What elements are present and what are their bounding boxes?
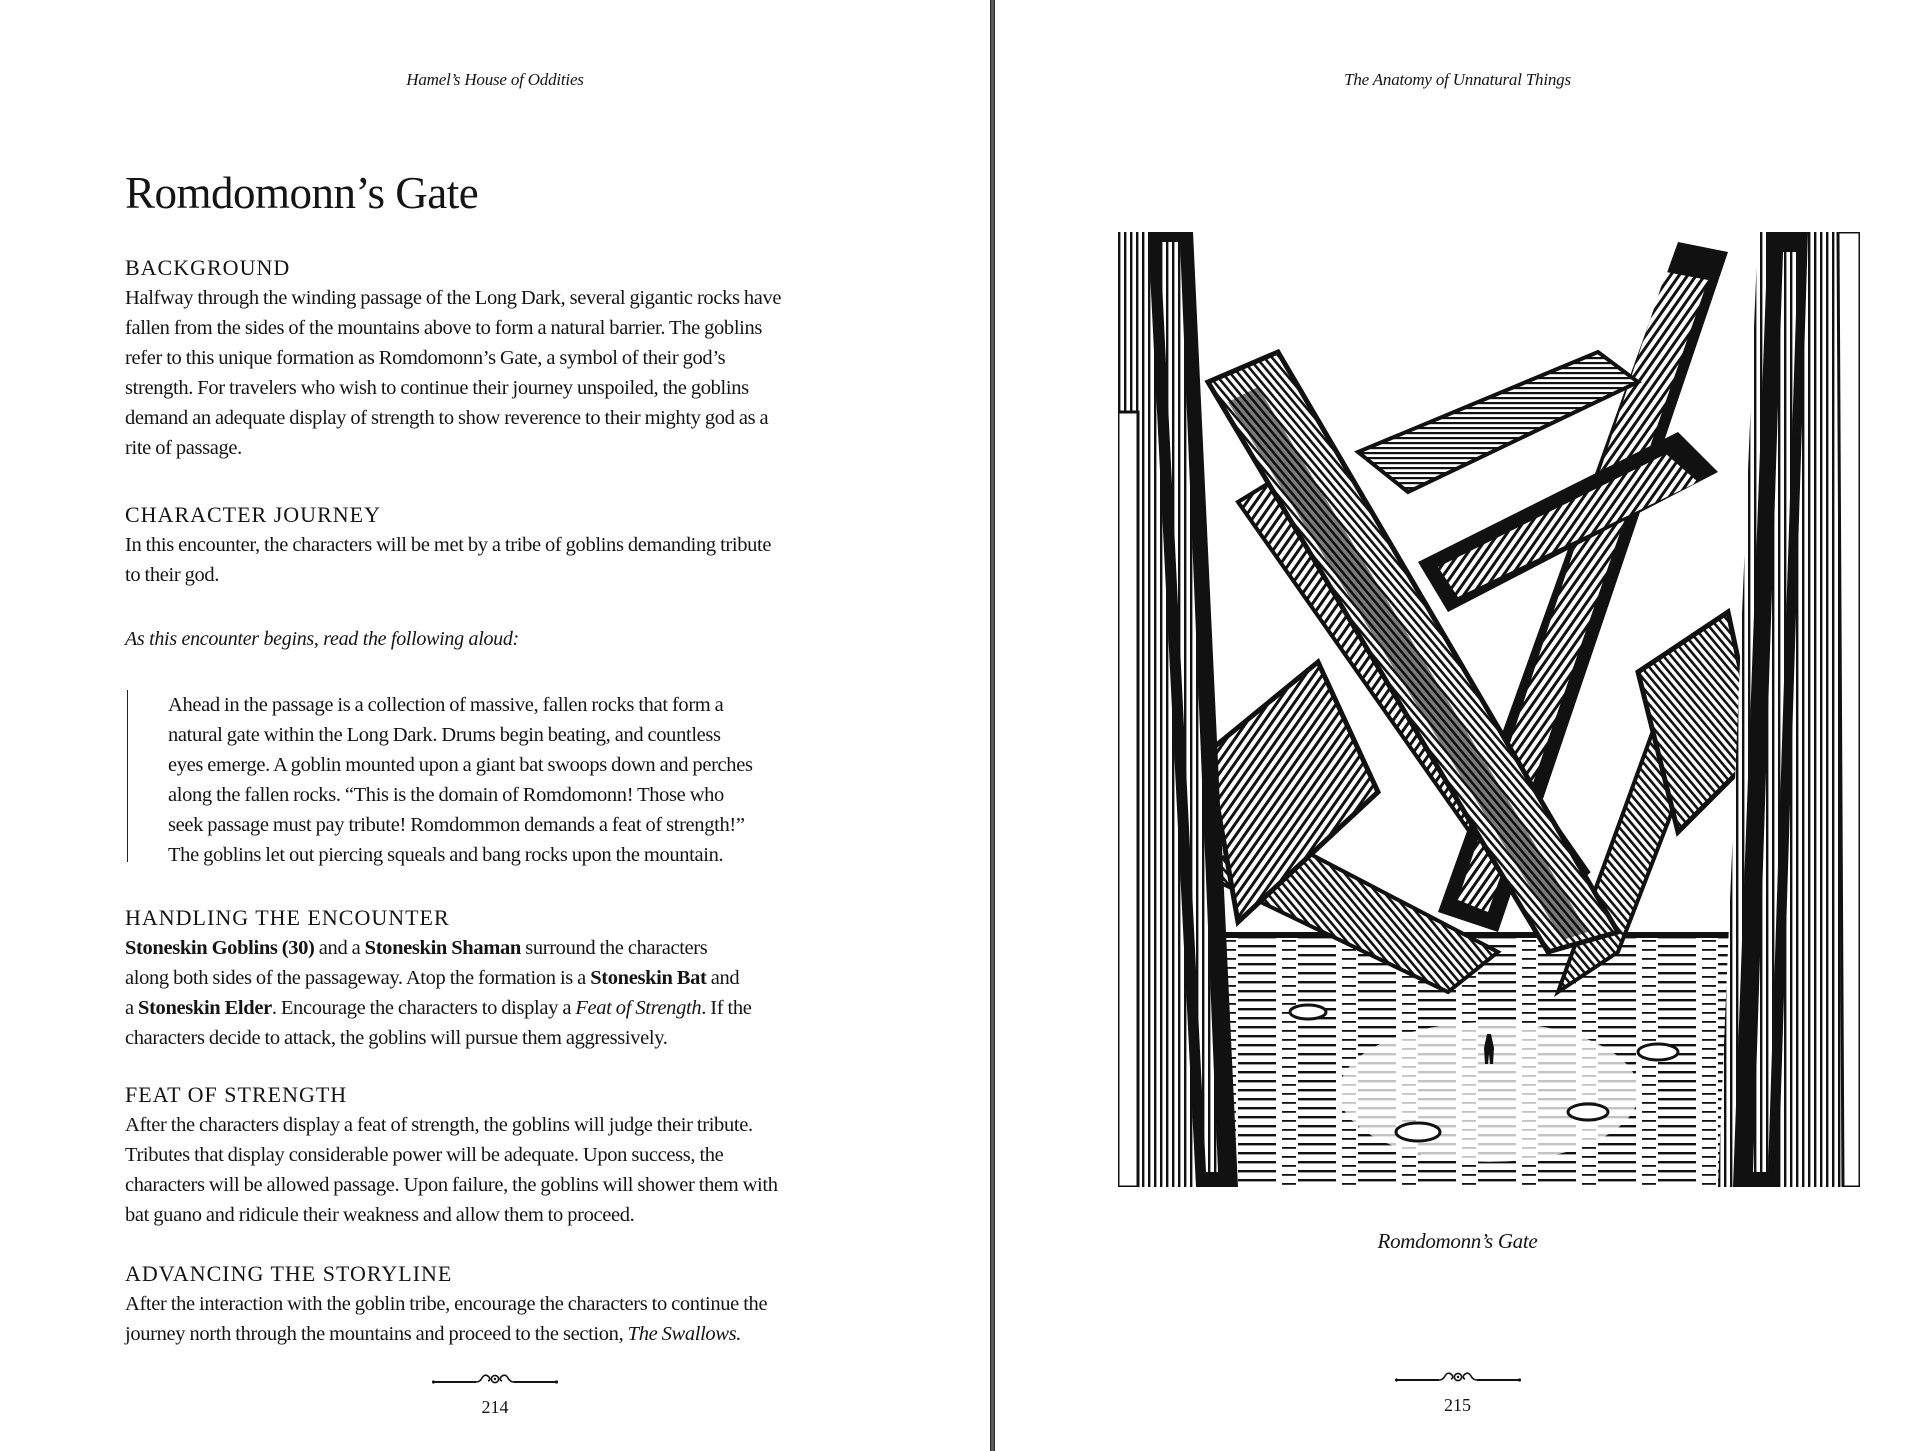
text-line: bat guano and ridicule their weakness and allow them to proceed. [125,1204,635,1226]
character-journey-paragraph [125,530,865,590]
page-number: 215 [1444,1395,1471,1415]
creature-stoneskin-goblins: Stoneskin Goblins (30) [125,937,315,959]
section-heading-background: BACKGROUND [125,255,291,280]
text-line: seek passage must pay tribute! Romdommon demands a feat of strength!” [168,814,745,836]
background-paragraph [125,283,865,463]
text-line: strength. For travelers who wish to continue their journey unspoiled, the goblins [125,377,749,399]
text-run: and [706,967,740,989]
read-aloud-boxed-text [127,690,888,866]
text-line: The goblins let out piercing squeals and bang rocks upon the mountain. [168,844,724,866]
section-heading-advancing-storyline: ADVANCING THE STORYLINE [125,1261,453,1286]
creature-stoneskin-bat: Stoneskin Bat [590,967,707,989]
text-line: demand an adequate display of strength to show reverence to their mighty god as a [125,407,769,429]
left-page-footer [0,1370,990,1418]
text-line: characters decide to attack, the goblins will pursue them aggressively. [125,1027,668,1049]
section-heading-handling-encounter: HANDLING THE ENCOUNTER [125,905,450,930]
section-heading-feat-of-strength: FEAT OF STRENGTH [125,1082,348,1107]
text-run: and a [314,937,365,959]
handling-encounter-paragraph [125,933,865,1053]
read-aloud-intro: As this encounter begins, read the following aloud: [125,628,519,650]
text-line: Tributes that display considerable power will be adequate. Upon success, the [125,1144,724,1166]
running-head-right: The Anatomy of Unnatural Things [1344,70,1571,89]
text-line [125,993,865,1023]
right-page [995,0,1920,1451]
the-swallows-link-text: The Swallows. [627,1323,742,1345]
section-heading-character-journey: CHARACTER JOURNEY [125,502,381,527]
text-line: natural gate within the Long Dark. Drums begin beating, and countless [168,724,721,746]
text-line: fallen from the sides of the mountains above to form a natural barrier. The goblins [125,317,763,339]
creature-stoneskin-shaman: Stoneskin Shaman [364,937,521,959]
text-run: journey north through the mountains and proceed to the section, [125,1323,628,1345]
illustration-romdomonns-gate-icon [1118,232,1860,1187]
text-line: Ahead in the passage is a collection of massive, fallen rocks that form a [168,694,724,716]
text-run: . If the [701,997,752,1019]
text-run: along both sides of the passageway. Atop the formation is a [125,967,591,989]
text-line [125,1319,865,1349]
flourish-ornament-icon [1395,1368,1521,1388]
feat-of-strength-paragraph [125,1110,865,1230]
text-run: a [125,997,139,1019]
text-line: eyes emerge. A goblin mounted upon a giant bat swoops down and perches [168,754,753,776]
text-run: . Encourage the characters to display a [271,997,576,1019]
text-line: After the interaction with the goblin tribe, encourage the characters to continue the [125,1293,768,1315]
text-line: In this encounter, the characters will be met by a tribe of goblins demanding tribute [125,534,772,556]
text-line: refer to this unique formation as Romdomonn’s Gate, a symbol of their god’s [125,347,726,369]
creature-stoneskin-elder: Stoneskin Elder [138,997,272,1019]
page-number: 214 [481,1397,509,1417]
text-line [125,933,865,963]
read-aloud-paragraph [168,690,888,870]
right-page-footer [995,1368,1920,1416]
text-line: rite of passage. [125,437,242,459]
text-line: Halfway through the winding passage of the Long Dark, several gigantic rocks have [125,287,782,309]
advancing-storyline-paragraph [125,1289,865,1349]
illustration-caption: Romdomonn’s Gate [1377,1229,1538,1253]
page-title: Romdomonn’s Gate [125,168,479,218]
text-run: surround the characters [520,937,708,959]
text-line: to their god. [125,564,220,586]
running-head-left: Hamel’s House of Oddities [406,70,584,89]
text-line: After the characters display a feat of strength, the goblins will judge their tribute. [125,1114,753,1136]
text-line: characters will be allowed passage. Upon failure, the goblins will shower them with [125,1174,778,1196]
feat-of-strength-reference: Feat of Strength [575,997,702,1019]
text-line: along the fallen rocks. “This is the domain of Romdomonn! Those who [168,784,724,806]
text-line [125,963,865,993]
flourish-ornament-icon [432,1370,558,1390]
